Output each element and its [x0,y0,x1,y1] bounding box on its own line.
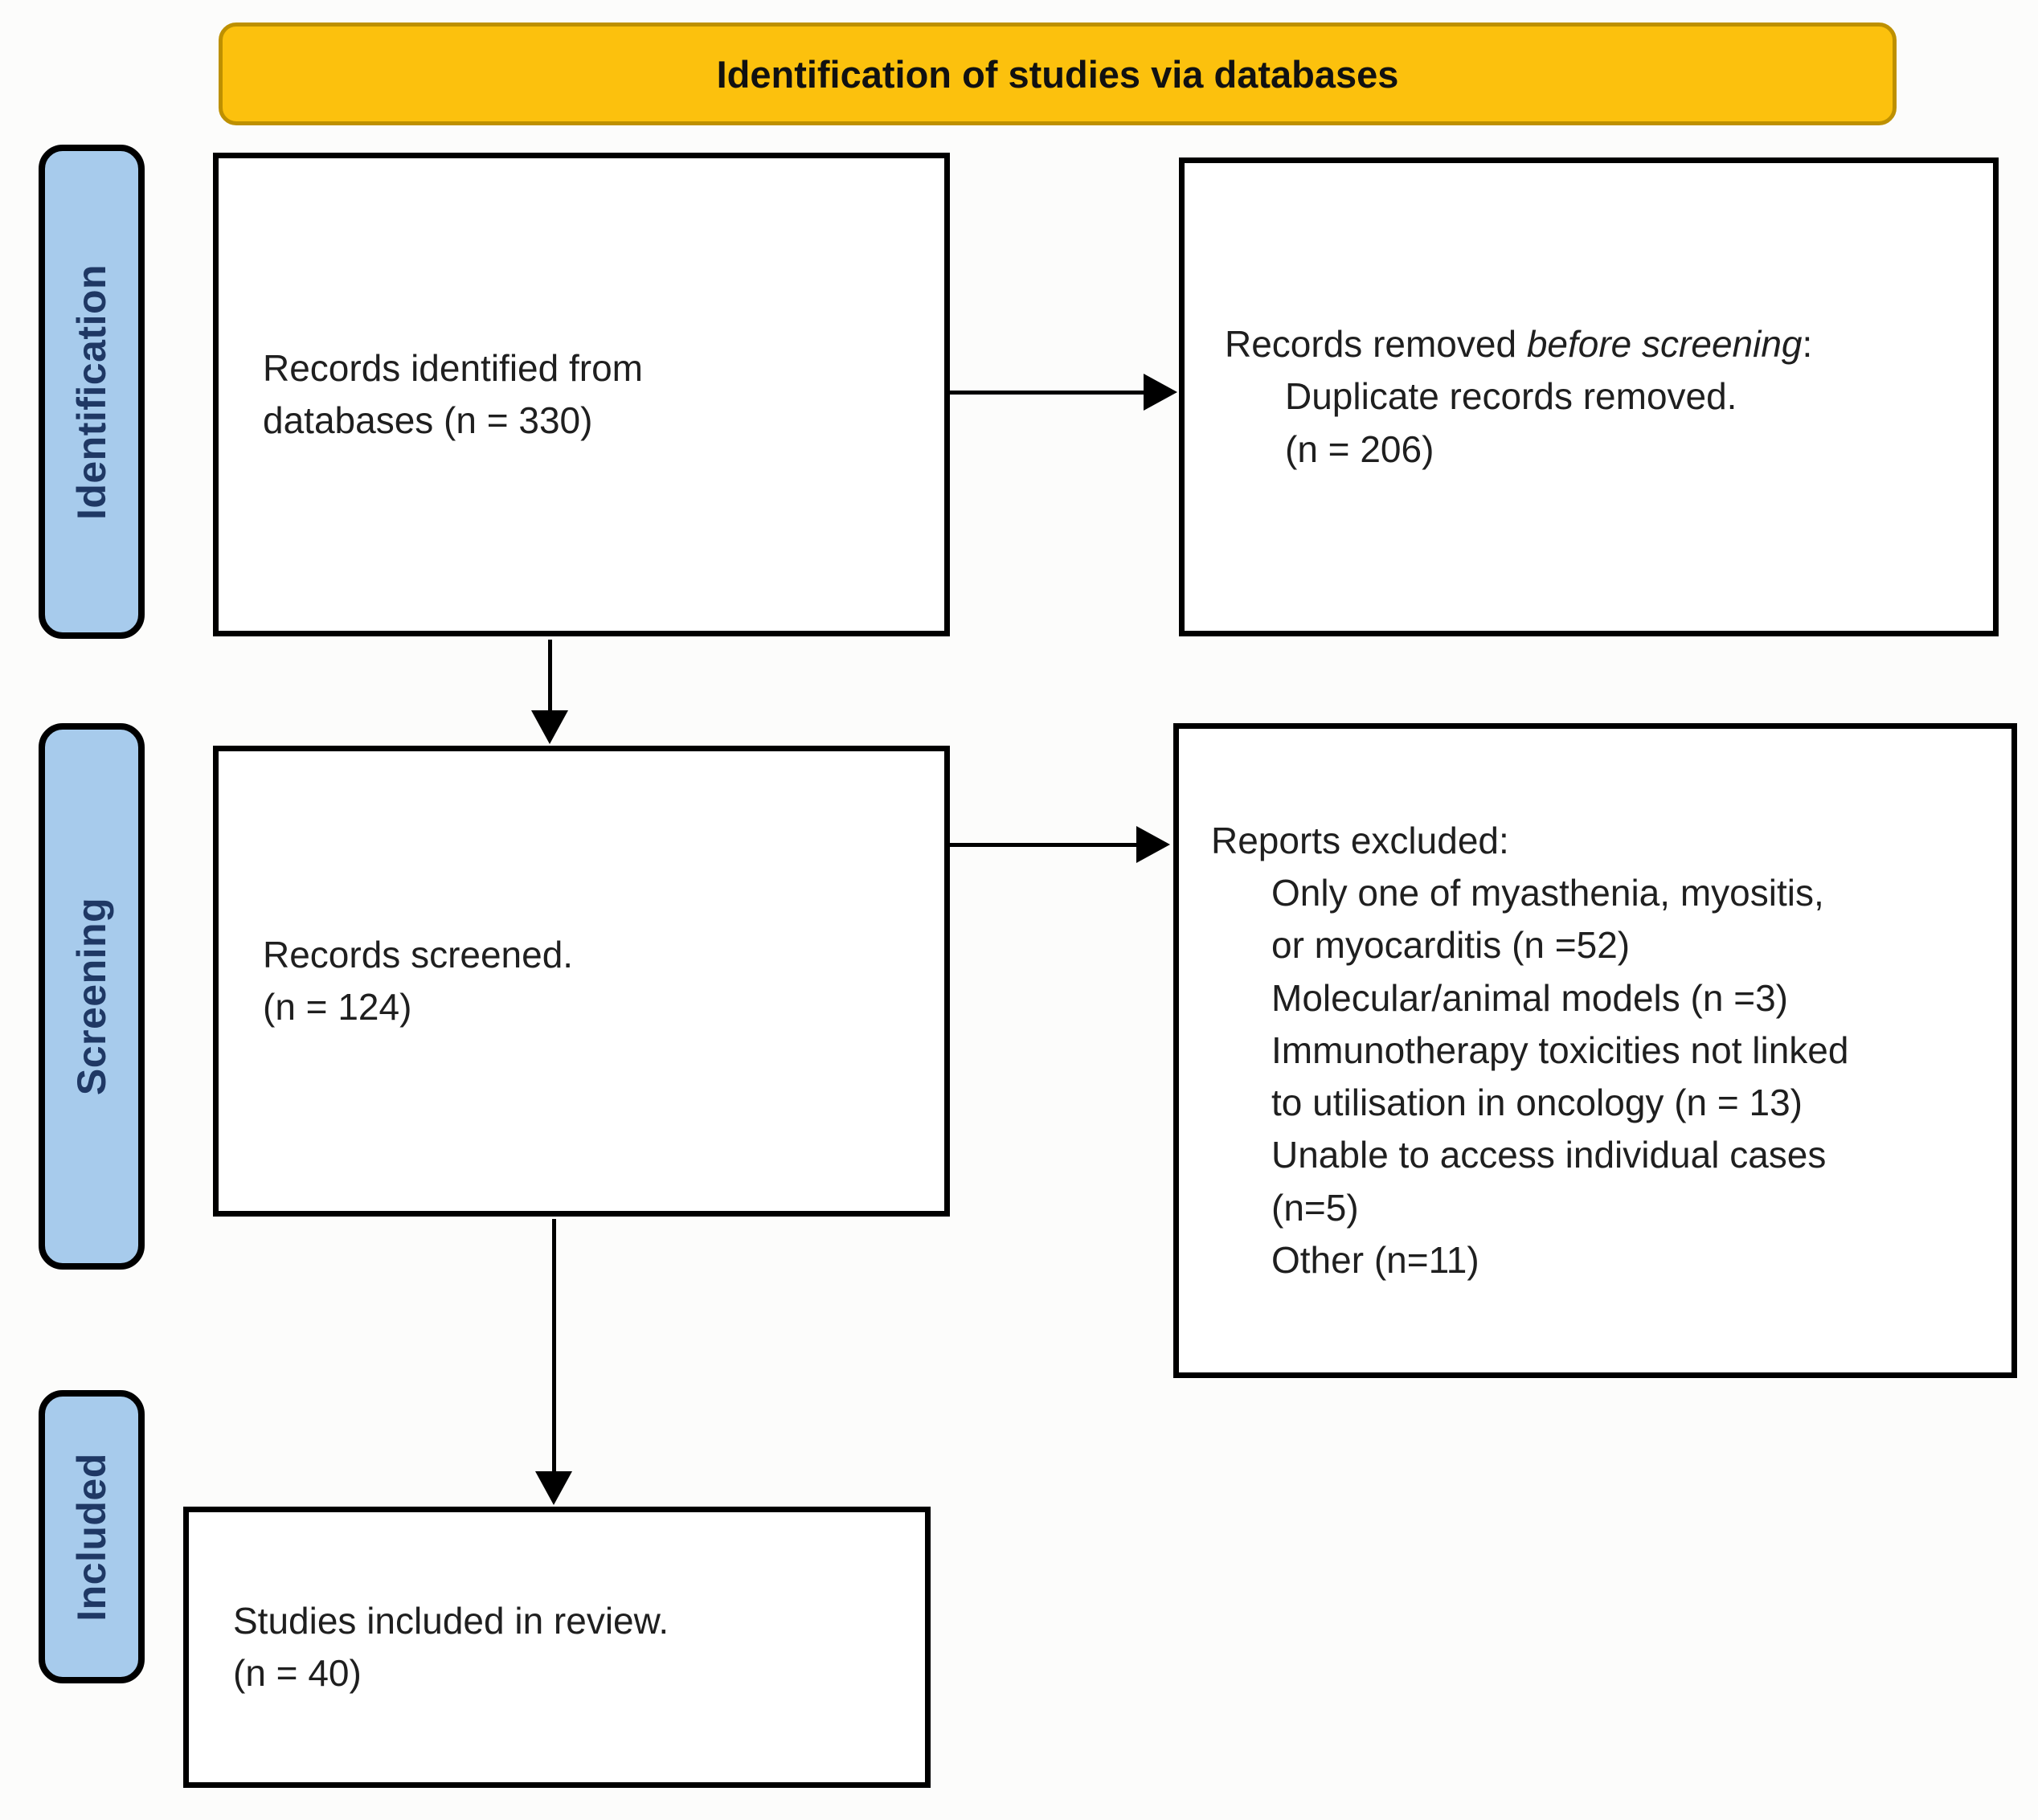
box-text-line: Molecular/animal models (n =3) [1271,976,1788,1019]
arrow-stem [950,843,1143,847]
box-text-line: Only one of myasthenia, myositis, [1271,871,1824,914]
header-title: Identification of studies via databases [716,52,1399,96]
box-text-line: (n = 206) [1285,427,1434,470]
box-text-line: or myocarditis (n =52) [1271,924,1631,967]
box-text-line: Records identified from [263,346,643,389]
stage-label-screening [39,723,145,1270]
arrow-head [535,1471,572,1505]
stage-label-identification [39,145,145,639]
box-records-identified [213,153,950,636]
box-text-line: Duplicate records removed. [1285,375,1737,418]
box-reports-excluded-text [1211,729,1997,1372]
box-records-screened [213,746,950,1217]
box-text-segment: Records removed [1225,323,1527,366]
box-text-line: (n=5) [1271,1186,1359,1229]
box-text-line: Unable to access individual cases [1271,1134,1827,1176]
arrow-head [531,710,568,744]
arrow-head [1144,374,1177,411]
stage-label-identification-text: Identification [69,264,115,520]
box-text-line: Other (n=11) [1271,1239,1479,1282]
box-text-segment-italic: before screening [1526,323,1803,366]
box-text-line: Studies included in review. [233,1599,669,1642]
box-text-segment: : [1802,323,1813,366]
box-text-line: to utilisation in oncology (n = 13) [1271,1082,1803,1124]
box-studies-included [183,1507,931,1788]
box-text-line: Immunotherapy toxicities not linked [1271,1029,1849,1071]
stage-label-screening-text: Screening [69,897,114,1096]
box-text-line: (n = 124) [263,986,412,1028]
box-text-line: Records screened. [263,933,574,975]
arrow-stem [548,640,552,720]
arrow-head [1136,826,1170,863]
box-records-removed-text [1225,163,1973,631]
box-studies-included-text [233,1512,901,1782]
stage-label-included [39,1390,145,1683]
arrow-stem [552,1219,556,1480]
box-text-line: Reports excluded: [1211,819,1509,861]
header-banner [219,22,1897,125]
box-text-line [1225,318,1973,370]
box-records-removed [1179,157,1999,636]
box-text-line: databases (n = 330) [263,399,593,441]
stage-label-included-text: Included [69,1452,115,1622]
box-reports-excluded [1173,723,2017,1378]
box-records-screened-text [263,751,920,1211]
box-records-identified-text [263,158,920,631]
box-text-line: (n = 40) [233,1652,362,1694]
arrow-stem [950,391,1151,395]
